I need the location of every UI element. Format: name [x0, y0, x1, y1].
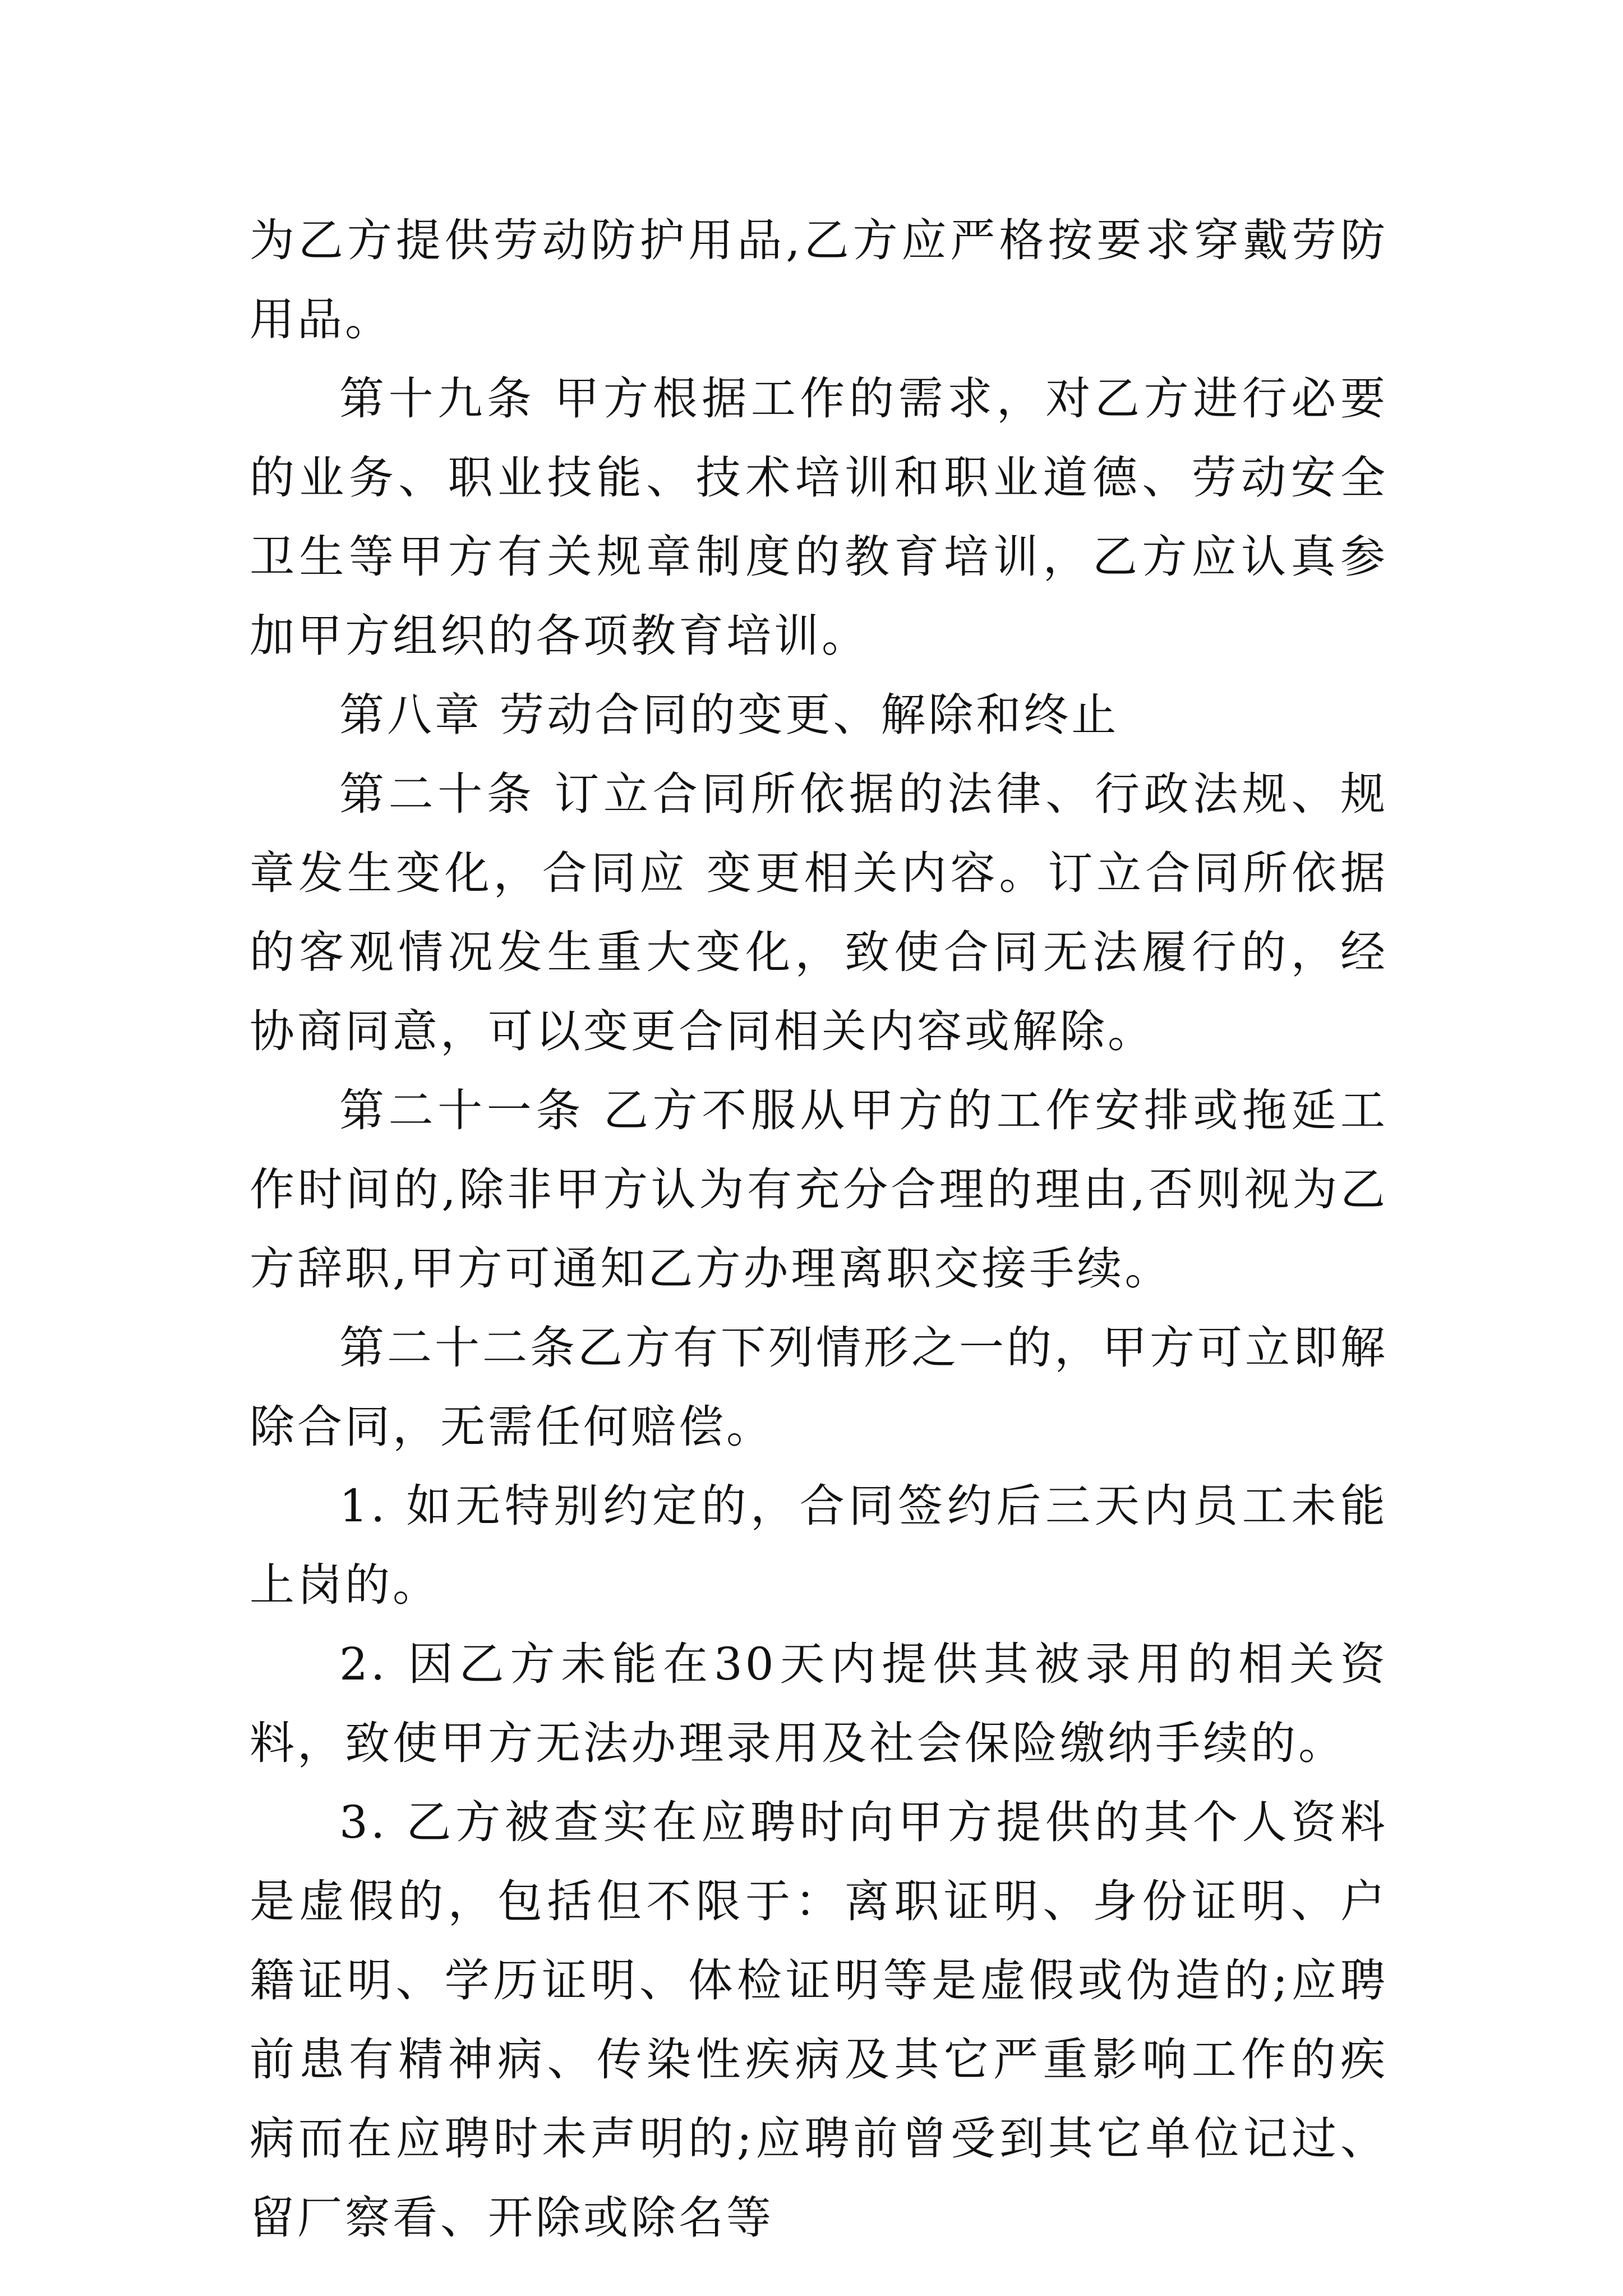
- paragraph-article-22: 第二十二条乙方有下列情形之一的，甲方可立即解除合同，无需任何赔偿。: [250, 1322, 1388, 1453]
- paragraph-article-19: 第十九条 甲方根据工作的需求，对乙方进行必要的业务、职业技能、技术培训和职业道德、劳动安全卫生等甲方有关规章制度的教育培训，乙方应认真参加甲方组织的各项教育培训。: [250, 372, 1388, 662]
- list-item-2: 2. 因乙方未能在30天内提供其被录用的相关资料，致使甲方无法办理录用及社会保险缴纳手续的。: [250, 1638, 1388, 1769]
- list-item-3: 3. 乙方被查实在应聘时向甲方提供的其个人资料是虚假的，包括但不限于：离职证明、身份证明、户籍证明、学历证明、体检证明等是虚假或伪造的;应聘前患有精神病、传染性疾病及其它严重影响工作的疾病而在应聘时未声明的;应聘前曾受到其它单位记过、留厂察看、开除或除名等: [250, 1796, 1388, 2244]
- list-item-1: 1. 如无特别约定的，合同签约后三天内员工未能上岗的。: [250, 1480, 1388, 1611]
- chapter-8-heading: 第八章 劳动合同的变更、解除和终止: [339, 689, 1119, 741]
- document-body: [250, 201, 1388, 2257]
- paragraph-article-21: 第二十一条 乙方不服从甲方的工作安排或拖延工作时间的,除非甲方认为有充分合理的理由,否则视为乙方辞职,甲方可通知乙方办理离职交接手续。: [250, 1084, 1388, 1295]
- paragraph-article-20: 第二十条 订立合同所依据的法律、行政法规、规章发生变化，合同应 变更相关内容。订立合同所依据的客观情况发生重大变化，致使合同无法履行的，经协商同意，可以变更合同相关内容或解除。: [250, 768, 1388, 1057]
- paragraph-protective-equipment: 为乙方提供劳动防护用品,乙方应严格按要求穿戴劳防用品。: [250, 214, 1388, 346]
